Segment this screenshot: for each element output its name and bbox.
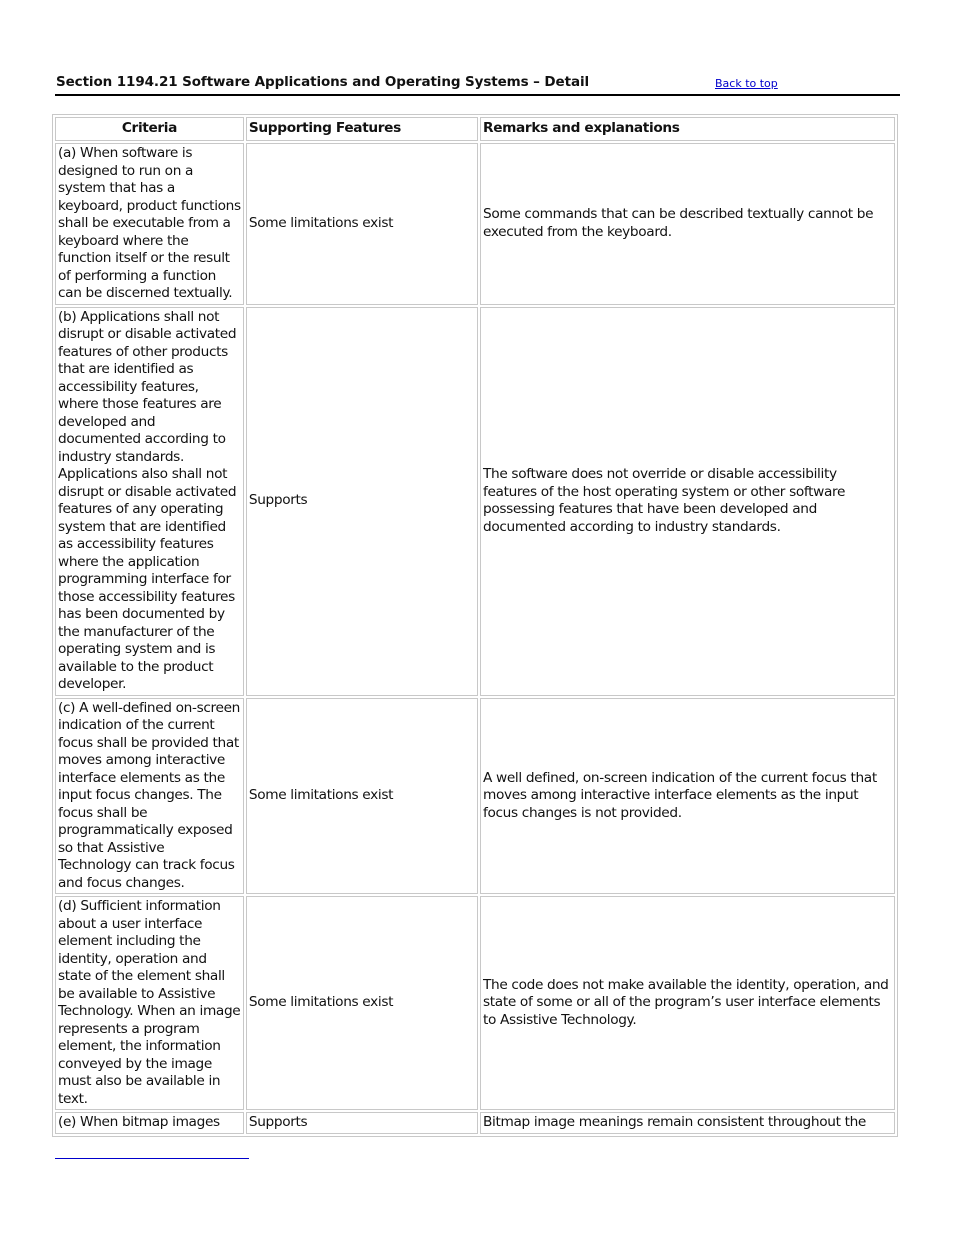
remarks-cell: A well defined, on-screen indication of the current focus that moves among interactive interface elements as the input focus changes is not provided. bbox=[480, 698, 895, 895]
support-cell: Some limitations exist bbox=[246, 143, 478, 305]
table-row bbox=[55, 143, 895, 305]
criteria-cell: (e) When bitmap images bbox=[55, 1112, 244, 1134]
table-row bbox=[55, 1112, 895, 1134]
table-row bbox=[55, 896, 895, 1110]
table-header-row bbox=[55, 117, 895, 141]
support-cell: Some limitations exist bbox=[246, 698, 478, 895]
column-header-criteria: Criteria bbox=[55, 117, 244, 141]
criteria-cell: (a) When software is designed to run on a system that has a keyboard, product functions shall be executable from a keyboard where the function itself or the result of performing a function can be discerned textually. bbox=[55, 143, 244, 305]
column-header-supporting-features: Supporting Features bbox=[246, 117, 478, 141]
remarks-cell: The code does not make available the identity, operation, and state of some or all of the program’s user interface elements to Assistive Technology. bbox=[480, 896, 895, 1110]
remarks-cell: The software does not override or disable accessibility features of the host operating system or other software possessing features that have been developed and documented according to industry standards. bbox=[480, 307, 895, 696]
remarks-cell: Bitmap image meanings remain consistent throughout the bbox=[480, 1112, 895, 1134]
footnote-separator bbox=[55, 1158, 249, 1159]
support-cell: Supports bbox=[246, 307, 478, 696]
support-cell: Some limitations exist bbox=[246, 896, 478, 1110]
table-row bbox=[55, 698, 895, 895]
section-title: Section 1194.21 Software Applications and Operating Systems – Detail bbox=[56, 74, 590, 90]
section-header bbox=[55, 74, 900, 96]
criteria-cell: (d) Sufficient information about a user interface element including the identity, operation and state of the element shall be available to Assistive Technology. When an image represents a program element, the information conveyed by the image must also be available in text. bbox=[55, 896, 244, 1110]
criteria-cell: (b) Applications shall not disrupt or disable activated features of other products that are identified as accessibility features, where those features are developed and documented according to industry standards. Applications also shall not disrupt or disable activated features of any operating system that are identified as accessibility features where the application programming interface for those accessibility features has been documented by the manufacturer of the operating system and is available to the product developer. bbox=[55, 307, 244, 696]
criteria-cell: (c) A well-defined on-screen indication of the current focus shall be provided that moves among interactive interface elements as the input focus changes. The focus shall be programmatically exposed so that Assistive Technology can track focus and focus changes. bbox=[55, 698, 244, 895]
accessibility-criteria-table bbox=[52, 114, 898, 1137]
remarks-cell: Some commands that can be described textually cannot be executed from the keyboard. bbox=[480, 143, 895, 305]
support-cell: Supports bbox=[246, 1112, 478, 1134]
table-row bbox=[55, 307, 895, 696]
column-header-remarks: Remarks and explanations bbox=[480, 117, 895, 141]
back-to-top-link[interactable]: Back to top bbox=[715, 77, 778, 90]
